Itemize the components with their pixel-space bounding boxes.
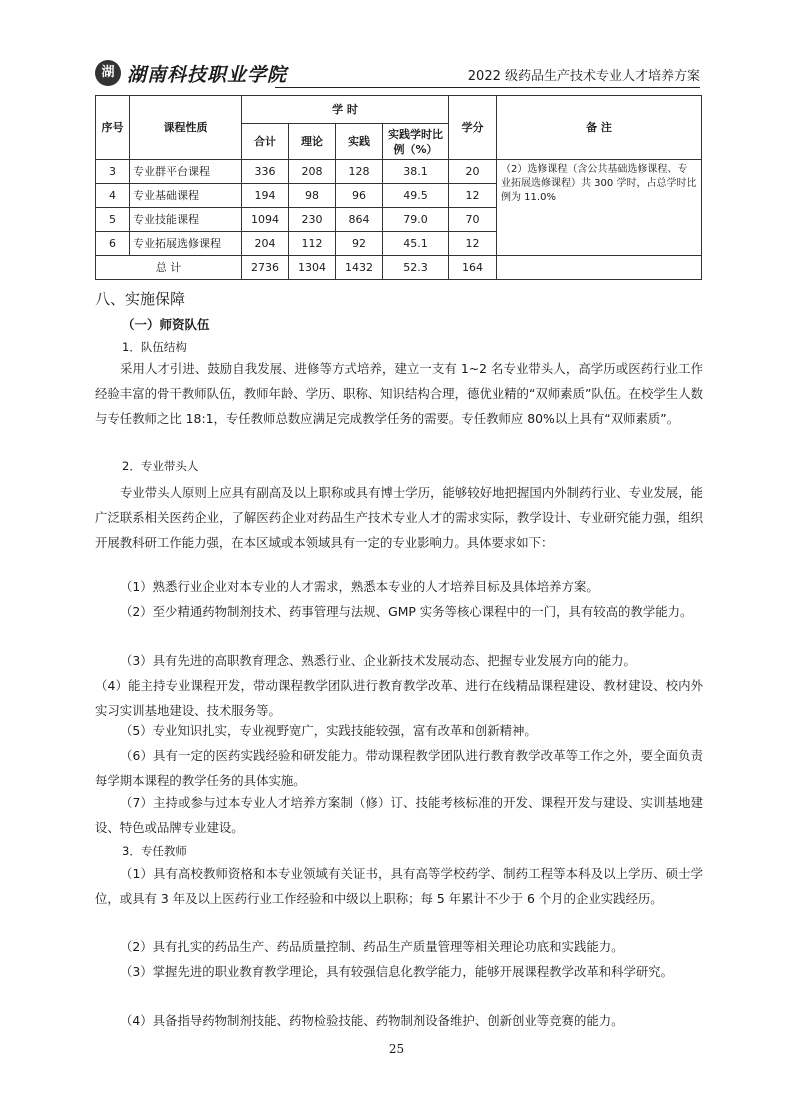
cell-practice: 864 (336, 208, 383, 232)
cell-nature: 专业技能课程 (130, 208, 242, 232)
header-total: 合计 (242, 124, 289, 160)
paragraph: （6）具有一定的医药实践经验和研发能力。带动课程教学团队进行教育教学改革等工作之外，要全面负责每学期本课程的教学任务的具体实施。 (95, 748, 703, 788)
school-logo-text: 湖南科技职业学院 (127, 64, 288, 86)
item-heading: 2．专业带头人 (122, 459, 199, 473)
cell-credits: 70 (449, 208, 497, 232)
cell-nature: 专业拓展选修课程 (130, 232, 242, 256)
paragraph: （5）专业知识扎实，专业视野宽广，实践技能较强，富有改革和创新精神。 (120, 723, 537, 738)
header-seq: 序号 (96, 96, 130, 160)
cell-nature: 专业群平台课程 (130, 160, 242, 184)
cell-ratio: 49.5 (383, 184, 449, 208)
paragraph: （2）至少精通药物制剂技术、药事管理与法规、GMP 实务等核心课程中的一门，具有较高的教学能力。 (120, 604, 693, 619)
paragraph: （7）主持或参与过本专业人才培养方案制（修）订、技能考核标准的开发、课程开发与建设、实训基地建设、特色或品牌专业建设。 (95, 795, 703, 835)
cell-theory: 230 (289, 208, 336, 232)
section-heading: 八、实施保障 (95, 290, 186, 308)
cell-credits: 12 (449, 232, 497, 256)
page-number: 25 (388, 1042, 405, 1056)
page-header (95, 56, 700, 90)
paragraph: （3）具有先进的高职教育理念、熟悉行业、企业新技术发展动态、把握专业发展方向的能力。 (120, 653, 636, 668)
paragraph: 采用人才引进、鼓励自我发展、进修等方式培养，建立一支有 1~2 名专业带头人，高学历或医药行业工作经验丰富的骨干教师队伍，教师年龄、学历、职称、知识结构合理，德优业精的“双师素质”队伍。在校学生人数与专任教师之比 18:1，专任教师总数应满足完成教学任务的需要。专任教师应 80%以上具有“双师素质”。 (95, 361, 703, 426)
header-rule (275, 87, 700, 88)
table-row (96, 160, 702, 184)
cell-theory: 208 (289, 160, 336, 184)
item-heading: 3．专任教师 (122, 844, 187, 858)
cell-credits: 20 (449, 160, 497, 184)
header-theory: 理论 (289, 124, 336, 160)
paragraph: （1）熟悉行业企业对本专业的人才需求，熟悉本专业的人才培养目标及具体培养方案。 (120, 579, 599, 594)
cell-practice: 128 (336, 160, 383, 184)
cell-total: 204 (242, 232, 289, 256)
cell-ratio: 79.0 (383, 208, 449, 232)
cell-ratio: 38.1 (383, 160, 449, 184)
cell-total: 336 (242, 160, 289, 184)
cell-seq: 5 (96, 208, 130, 232)
cell-theory: 112 (289, 232, 336, 256)
cell-credits: 164 (449, 256, 497, 280)
paragraph: （4）具备指导药物制剂技能、药物检验技能、药物制剂设备维护、创新创业等竞赛的能力。 (120, 1013, 624, 1028)
cell-nature: 专业基础课程 (130, 184, 242, 208)
paragraph: （1）具有高校教师资格和本专业领域有关证书，具有高等学校药学、制药工程等本科及以上学历、硕士学位，或具有 3 年及以上医药行业工作经验和中级以上职称；每 5 年累计不少于 6 个月的企业实践经历。 (95, 866, 703, 906)
cell-credits: 12 (449, 184, 497, 208)
cell-ratio: 52.3 (383, 256, 449, 280)
paragraph: 专业带头人原则上应具有副高及以上职称或具有博士学历，能够较好地把握国内外制药行业、专业发展，能广泛联系相关医药企业，了解医药企业对药品生产技术专业人才的需求实际，教学设计、专业研究能力强，组织开展教科研工作能力强，在本区域或本领域具有一定的专业影响力。具体要求如下： (95, 485, 703, 550)
paragraph: （4）能主持专业课程开发，带动课程教学团队进行教育教学改革、进行在线精品课程建设、教材建设、校内外实习实训基地建设、技术服务等。 (95, 678, 703, 718)
cell-total: 2736 (242, 256, 289, 280)
cell-practice: 92 (336, 232, 383, 256)
subsection-heading: （一）师资队伍 (122, 317, 210, 332)
cell-seq: 4 (96, 184, 130, 208)
document-title: 2022 级药品生产技术专业人才培养方案 (467, 69, 700, 84)
header-credits: 学分 (449, 96, 497, 160)
cell-ratio: 45.1 (383, 232, 449, 256)
cell-seq: 6 (96, 232, 130, 256)
header-practice: 实践 (336, 124, 383, 160)
cell-empty (497, 256, 702, 280)
cell-total: 194 (242, 184, 289, 208)
table-total-row (96, 256, 702, 280)
paragraph: （2）具有扎实的药品生产、药品质量控制、药品生产质量管理等相关理论功底和实践能力。 (120, 939, 624, 954)
header-ratio: 实践学时比例（%） (383, 124, 449, 160)
cell-total: 1094 (242, 208, 289, 232)
paragraph: （3）掌握先进的职业教育教学理论，具有较强信息化教学能力，能够开展课程教学改革和科学研究。 (120, 964, 674, 979)
header-hours: 学 时 (242, 96, 449, 124)
header-nature: 课程性质 (130, 96, 242, 160)
cell-total-label: 总 计 (96, 256, 242, 280)
cell-theory: 98 (289, 184, 336, 208)
course-hours-table (95, 95, 702, 280)
cell-practice: 96 (336, 184, 383, 208)
item-heading: 1．队伍结构 (122, 340, 187, 354)
school-emblem-icon: 湖 (95, 60, 121, 86)
cell-theory: 1304 (289, 256, 336, 280)
cell-remark: （2）选修课程（含公共基础选修课程、专业拓展选修课程）共 300 学时，占总学时比例为 11.0% (497, 160, 702, 256)
cell-practice: 1432 (336, 256, 383, 280)
header-remark: 备 注 (497, 96, 702, 160)
cell-seq: 3 (96, 160, 130, 184)
